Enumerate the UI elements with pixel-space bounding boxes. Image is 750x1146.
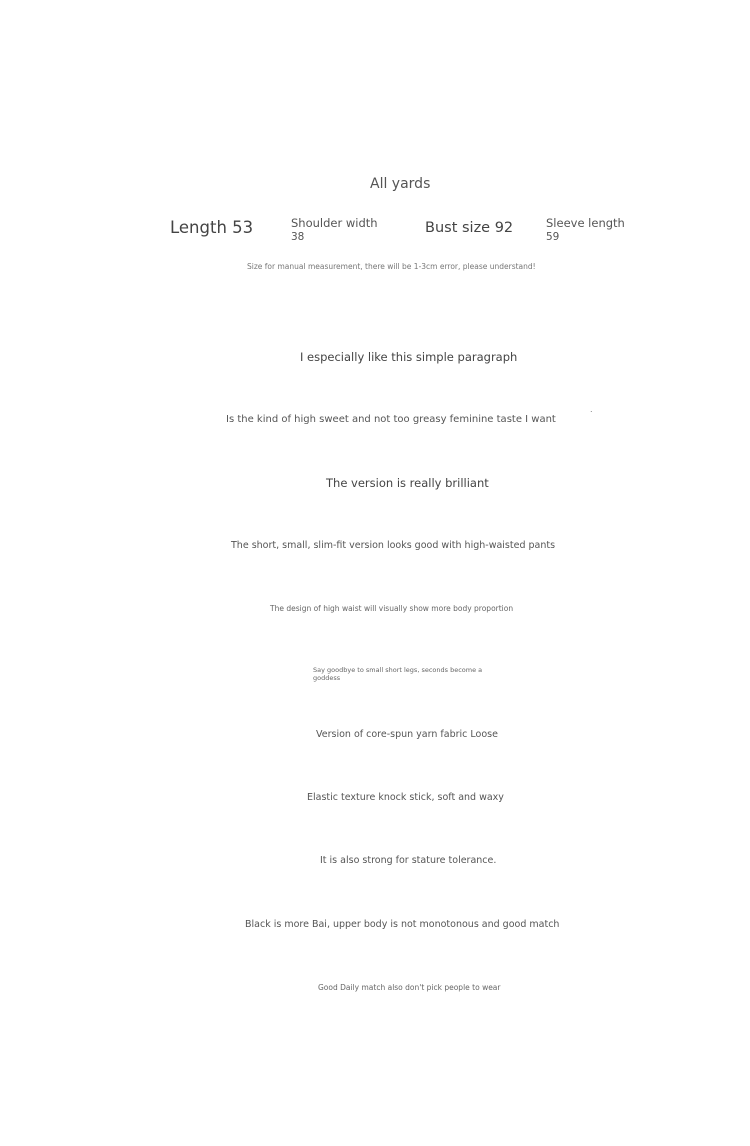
description-line-6: Say goodbye to small short legs, seconds become a goddess: [313, 666, 483, 683]
description-line-5: The design of high waist will visually show more body proportion: [270, 604, 514, 613]
description-line-3: The version is really brilliant: [326, 476, 489, 490]
description-line-7: Version of core-spun yarn fabric Loose: [316, 729, 498, 740]
shoulder-width-label: Shoulder width: [291, 216, 378, 230]
description-line-9: It is also strong for stature tolerance.: [320, 855, 497, 866]
description-line-1: I especially like this simple paragraph: [300, 350, 518, 364]
description-line-8: Elastic texture knock stick, soft and waxy: [307, 792, 504, 803]
stray-mark: .: [590, 405, 593, 414]
measurement-note: Size for manual measurement, there will be 1-3cm error, please understand!: [247, 262, 536, 271]
sleeve-length-label: Sleeve length: [546, 216, 625, 230]
bust-size-measurement: Bust size 92: [425, 220, 514, 236]
sleeve-length-value: 59: [546, 231, 560, 243]
description-line-10: Black is more Bai, upper body is not monotonous and good match: [245, 919, 560, 930]
description-line-11: Good Daily match also don't pick people to wear: [318, 983, 501, 992]
length-measurement: Length 53: [170, 218, 254, 237]
shoulder-width-value: 38: [291, 231, 305, 243]
description-line-4: The short, small, slim-fit version looks good with high-waisted pants: [231, 540, 556, 551]
description-line-2: Is the kind of high sweet and not too greasy feminine taste I want: [226, 414, 556, 425]
size-title: All yards: [370, 176, 431, 192]
